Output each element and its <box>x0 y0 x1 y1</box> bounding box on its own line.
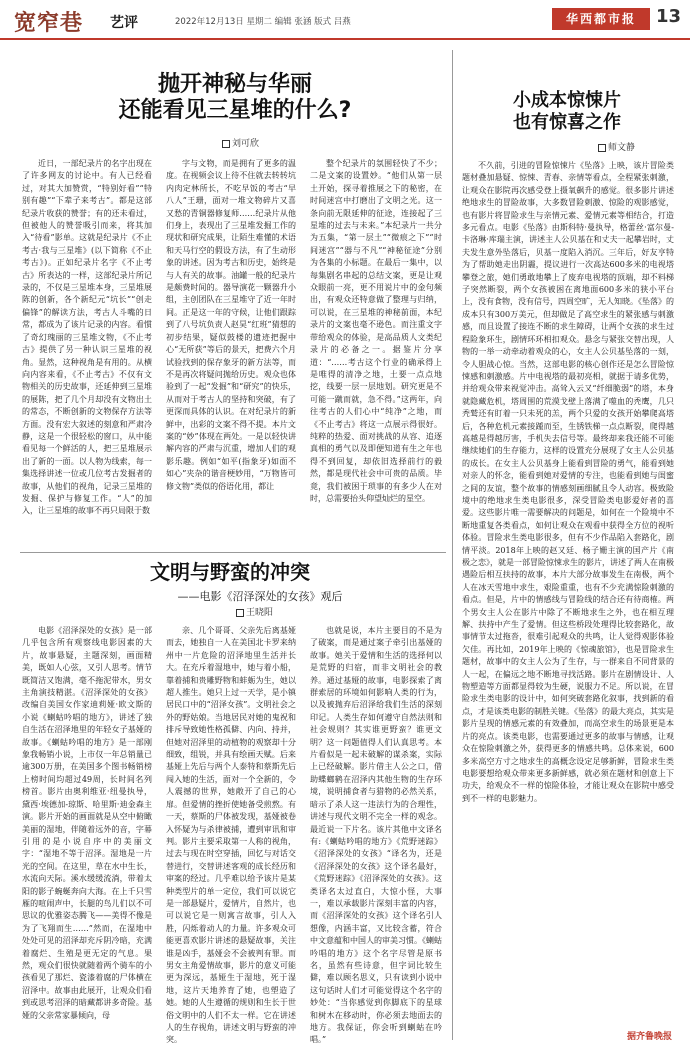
article2-title: 文明与野蛮的冲突 <box>150 560 310 584</box>
article2-text-1: 电影《沼泽深处的女孩》是一部几乎包含所有观察线电影因素的大片，故事悬疑，主题深刻，画面精美，既如人心弦，又引人思考。情节既简洁又饱满，毫不拖泥带水，男女主角演技精湛。《沼泽深处的女孩》改编自美国女作家迪莉娅·欧文斯的小说《蝲蛄吟唱的地方》，讲述了独自生活在沼泽地里的年轻女子基娅的故事。《蝲蛄吟唱的地方》是一部刚象我畅销小说，上市仅一年总销量已逾300万册，在美国多个图书畅销榜上榜时间均超过49周，长时间名列榜首。影片由奥利维亚·纽曼执导，黛西·埃德加-琼斯、哈里斯·迪金森主演。影片开始的画面就是从空中俯瞰美丽的湿地，伴随着远外的音，字幕引用的是小说自序中的美丽文字：“湿地不等于沼泽。湿地是一片光的空间。在这里，草在水中生长，水流向天际。溪水缓缓流淌，带着太阳的影子蜿蜒奔向大海。在上千只雪雁的喧闹声中，长腿的鸟儿们以不可思议的优雅姿态腾飞——美得不像是为了飞翔而生……”然而，在湿地中处处可见的沼泽却充斥阴冷暗，充满着腐烂、生殖是更无定的气息。果然，观众们很快就随着两个骑车的小孩看见了那烂、瓷漆着腐的尸体横在沼泽中。故事由此展开，让观众们看到或思考沼泽的暗藏都讲多奇险。基娅的父亲常家暴倾向，母 <box>22 626 152 1020</box>
article1-title-line1: 抛开神秘与华丽 <box>157 72 312 97</box>
article1-text-3: 整个纪录片的氛围轻快了不少；二是文案的设置妙。“他们从第一层土开始，探寻着推展之下的秘密，在时间迷宫中打磨出了文明之光。这一条向前无限延伸的征途，连接起了三星堆的过去与未来。”本纪录片一共分为五集，“第一层土”“微痕之下”“时间迷宫”“器与不凡”“神秘征途”分别为各集的小标题。在最后一集中，以每集剧名串起的总结文案，更是让观众眼前一亮，更不用说片中的金句频出，有观众还特意做了整理与归纳，可以说，在三星堆的神秘前面，本纪录片的文案也毫不逊色。而注重文字带给观众的体验，是高品质人文类纪录片的必备之一。据鉴片分享道：“……考古这个行业的确承得上是唯得的清净之地，土要一点点地挖，线要一层一层地划。研究更是不可能一蹴而就，急不得。”这两年，向往考古的人们心中“纯净”之地，而《不止考古》将这一点展示得很好。纯粹的热爱、面对挑战的从容、追逐真相的勇气以及即便知道有生之年也得不到回复，却依旧选择前行的毅然，都是现代社会中可贵的品质。毕竟，我们被困于琐事的有多少人在对时，总需要抬头仰望灿烂的星空。 <box>310 159 442 503</box>
article2-column-2 <box>166 625 296 1045</box>
article3-byline: 师文静 <box>598 140 635 153</box>
article1-byline: 刘可欣 <box>222 136 259 149</box>
article1-column-1 <box>22 158 152 548</box>
article1-title <box>40 72 430 125</box>
article2-column-1 <box>22 625 152 1037</box>
article3-title <box>462 90 672 133</box>
page-header <box>0 0 690 40</box>
newspaper-logo: 华西都市报 <box>552 8 650 30</box>
article3-title-line2: 也有惊喜之作 <box>513 111 621 133</box>
article2-text-3: 也就是说，本片主要目的不是为了破案，而是通过案子牵引出基娅的故事。她关于爱情和生活的选择何以是荒野的归宿，而非文明社会的教养。通过基娅的故事，电影探索了离群索居的环境如何影响人类的行为，以及被抛弃后沼泽给我们生活的深刻印记。人类生存如何遵守自然法则和社会规则？其实谁更野蛮？谁更文明？这一问题值得人们认真思考。本片看似是一起未破解的谋杀案，实际上已经破解。影片借主人公之口，借助蝶螂鹤在沼泽内其他生物的生存环境，说明捕食者与猎物的必然关系，暗示了杀人这一违法行为的合理性，讲述与现代文明不完全一样的观念。最近说一下片名。该片其他中文译名有:《蝲蛄吟唱的地方》《荒野迷踪》《沼泽深处的女孩》“译名为，还是《沼泽深处的女孩》这个译名最好，《荒野迷踪》《沼泽深处的女孩》。这类译名太过直白，大惊小怪，大事一，难以承载影片深刻丰富的内容，而《沼泽深处的女孩》这个译名引人想像，内涵丰富，又比较含蓄，符合中文意蕴和中国人的审美习惯。《蝲蛄吟唱的地方》这个名字尽管是原书名，虽然有些诗意，但字词比较生僻，难以顾名思义，只有读到小说中这句话时人们才可能觉得这个名字的妙处：“当你感觉到你脚底下的星球和树木在移动时，你必须去地面去的地方。我保证，你会听到蝲蛄在吟唱。” <box>310 626 442 1045</box>
article1-title-line2: 还能看见三星堆的什么? <box>118 98 352 124</box>
article1-column-2 <box>166 158 296 548</box>
article2-column-3 <box>310 625 442 1045</box>
article1-column-3 <box>310 158 442 548</box>
section-name: 艺评 <box>110 15 138 31</box>
article3-text: 不久前，引进的冒险惊悚片《坠落》上映，该片冒险类题材叠加悬疑、惊悚、青春、亲情等看点，全程紧张刺激，让观众在影院再次感受登上摄氧飙升的感觉。很多影片讲述绝地求生的冒险故事，大多数冒险刺激、惊险的观影感觉，也有影片将冒险求生与亲情元素、爱情元素等相结合，打造多元看点。电影《坠落》由斯科特·曼执导，格蕾丝·富尔曼-卡洛琳·库瑞主演，讲述主人公贝基在和丈夫一起攀岩时，丈夫发生意外坠落后，贝基一度陷入消沉。三年后，好友亨特为了帮助她走出阴霾，提议进行一次高达600多米的电视塔攀登之旅，她们勇敢地攀上了废弃电视塔的顶端，却不料梯子突然断裂，两个女孩被困在离地面600多米的狭小平台上，没有食物，没有信号，四周空旷，无人知晓。《坠落》的成本只有300万美元，但却做足了高空求生的紧张感与刺激感，而且设置了接连不断的求生障碍，让两个女孩的求生过程险象环生，剧情环环相扣观众。悬念与紧张交替出现，人物的一举一动牵动着观众的心，女主人公贝基坠落的一刻，令人胆战心惊。当然，这部电影的核心创作还是怎么冒险惊悚感和刺激感。片中电视塔的最初亮相，就据于请多优势，并给观众带来视觉冲击。高耸入云又“纤细脆弱”的塔，本身就隐藏危机，塔周围的荒漠戈壁上落满了噬血的秃鹰，几只秃鹫还有盯着一只未死的羔，两个只爱的女孩开始攀爬高塔后，各种危机元素接踵而至，生锈铁梯一点点断裂，爬得越高越是得越厉害，手机失去信号等。最终却来我还能不可能继续她们的生存能力，这样的设置充分展现了女主人公贝基的成长。在女主人公贝基身上能看到冒险的勇气，能看到她对亲人的怀念，能看到她对爱情的专注，也能看到她与闺蜜之间的友谊，整个故事的情感刻画细腻且令人动容。极致险境中的绝地求生类电影很多，深受冒险类电影爱好者的喜爱。这些影片唯一需要解决的问题是，如何在一个险境中不断地重复各类看点，如何让观众在观看中获得全方位的视听体验。冒险求生类电影很多，但有不少作品陷入套路化，剧情平淡。2018年上映的赵又廷、杨子姗主演的国产片《南极之恋》，就是一部冒险惊悚求生的影片，讲述了两人在南极遇险后相互扶持的故事，本片大部分故事发生在南极，两个人在冰天雪地中求生，艰险重重，也有不少充满惊险刺激的看点。但是，片中的情感线与冒险线的结合还有待商榷。两个男女主人公在影片中除了不断地求生之外，也在相互理解、扶持中产生了爱情。但这些桥段处理得比较套路化，故事情节太过拖沓，很难引起观众的共鸣，让人觉得观影体验欠佳。再比如，2019年上映的《惊魂旅馆》，也是冒险求生题材，故事中的女主人公为了生存，与一群来自不同背景的人一起，在偏远之地不断地寻找活路。影片在剧情设计、人物塑造等方面都显得较为生硬，说服力不足。所以说，在冒险求生类电影的设计中，如何突破套路化叙事，找到新的看点，才是该类电影的制胜关键。《坠落》的最大亮点，其实是影片呈现的情感元素的有效叠加，而高空求生的场景更是本片的亮点。该类电影，也需要通过更多的故事与情感，让观众在惊险刺激之外，获得更多的情感共鸣。总体来说，600多米高空方寸之地求生的高概念设定足够新鲜，冒险求生类电影要想给观众带来更多新鲜感，就必须在题材和创意上下功夫，给观众不一样的惊险体验，才能让观众在影院中感受到不一样的电影魅力。 <box>462 161 674 803</box>
column-brand: 宽窄巷 <box>14 11 84 36</box>
article1-text-1: 近日，一部纪录片的名字出现在了许多网友的讨论中。有人已经看过，对其大加赞赏，“特别好看”“特别有趣”“下辈子来考古”。都是这部纪录片收获的赞誉；有的还未看过，但被他人的赞誉吸引而来，将其加入“待看”影单。这就是纪录片《不止考古·我与三星堆》(以下简称《不止考古》)。正如纪录片名字《不止考古》所表达的一样，这部纪录片所记录的，不仅是三星堆本身，三星堆展陈的创新，各个新纪元“坑长”“创走偏锋”的解读方法，考古人斗嘴的日常，都成为了该片记录的内容。看惯了奇幻瑰丽的三星堆文物，《不止考古》提供了另一种认识三星堆的视角。显然，这种视角是有用的。从横向内容来看，《不止考古》不仅有文物相关的历史故事，还延伸到三星堆的展陈，把了几个月却没有文物出土的常态，不断创新的文物保存方法等方面。没有宏大叙述的刻意和严肃冷静，这是一个很轻松的窗口，从中能看见每一个鲜活的人，把三星堆展示出了新的一面。以人物为线索，每一集选择讲述一位或几位考古发掘者的故事，从他们的视角，记录三星堆的发掘、保护与修复工作。“人”的加入，让三星堆的故事不再只局限于数 <box>22 159 152 516</box>
article1-text-2: 字与文物，而是拥有了更多的温度。在视频会议上待不住就去转转坑内肉定林所长，不吃早饭的考古“早八人”王珊，面对一堆文物碎片又喜又愁的青铜器修复师……纪录片从他们身上，表现出了三星堆发掘工作的现状和研究成果，让陌生难懂的术语和天马行空的假设方法，有了生动形象的讲述。因为考古和历史，始终是与人有关的故事。油罐一般的纪录片是颇费时间的。器导演花一颗器升小组，主创团队在三星堆守了近一年时间。正是这一年的守候，让他们跟踪到了八号坑负责人赵昊“红班”猜想的初步结果，疑似鼓楼的遗迹把握中心“无所获”等后的景天，把费六个月试验找到的保存象牙的新方法等，而不是再次将疑问抛给历史。观众也体验到了一起“发掘”和“研究”的快乐，从而对于考古人的坚持和突破，有了更深而具体的认识。在对纪录片的新鲜中，出彩的文案不得不提。本片文案的“妙”体现在两处。一是以轻快讲解内容的严肃与沉重，增加人们的观影乐趣。例如“如平(指象牙)如面不如心”夹杂的谐音梗妙用，“万物皆可修文物”类似的俗语化用，都让 <box>166 159 296 491</box>
section-divider <box>20 552 446 553</box>
article2-byline: 王晓阳 <box>236 605 273 618</box>
column-divider <box>452 50 453 1040</box>
article3-column <box>462 160 674 1026</box>
article3-title-line1: 小成本惊悚片 <box>513 90 621 111</box>
article2-text-2: 亲、几个哥哥、父亲先后离基娅而去，她独自一人在美国北卡罗来纳州中一片危险的沼泽地里生活并长大。在充斥着湿地中，她与着小船，靠着捕和贵雕野物和蚌蛎为生，她以超人推生。她只上过一天学，是小镇居民口中的“沼泽女孩”。文明社会之外的野姑娘。当地居民对她的鬼祝和排斥导致她性格孤僻、内向、持并，但她对沼泽里的动植物的观察却十分细致，组锐，并具有绘画天赋。后来基娅上先后与两个人泰特和蔡斯先后闯入她的生活，面对一个全新的，令人震撼的世界，她敞开了自己的心扉。但爱情的挫折使她备受煎熬。有一天，蔡斯的尸体被发现，基娅被卷入怀疑为与杀律被捕，遭到审讯和审判。影片主要采取第一人称的视角，过去与现在时空穿插，回忆与对话交替进行，交替讲述客观的成长经历和审案的经过。几乎难以给予该片是某种类型片的单一定位，我们可以说它是一部悬疑片，爱情片，自然片，也可以说它是一则寓言故事，引人入胜，闪烁着动人的力量。许多观众可能更喜欢影片讲述的悬疑故事，关注谁是凶手，基娅会不会被判有罪。而男女主角爱情故事，影片的意义可能更为深远，基娅生于湿地，死于湿地，这片天地养育了她，也塑造了她。她的人生遵循的规则和生长于世俗文明中的人们不太一样。它在讲述人的生存视角，讲述文明与野蛮的冲突。 <box>166 626 296 1045</box>
article3-source: 据齐鲁晚报 <box>626 1032 672 1042</box>
issue-meta: 2022年12月13日 星期二 编辑 张涵 版式 吕燕 <box>175 17 351 27</box>
article2-subtitle: ——电影《沼泽深处的女孩》观后 <box>177 590 343 603</box>
page-number: 13 <box>656 6 682 27</box>
